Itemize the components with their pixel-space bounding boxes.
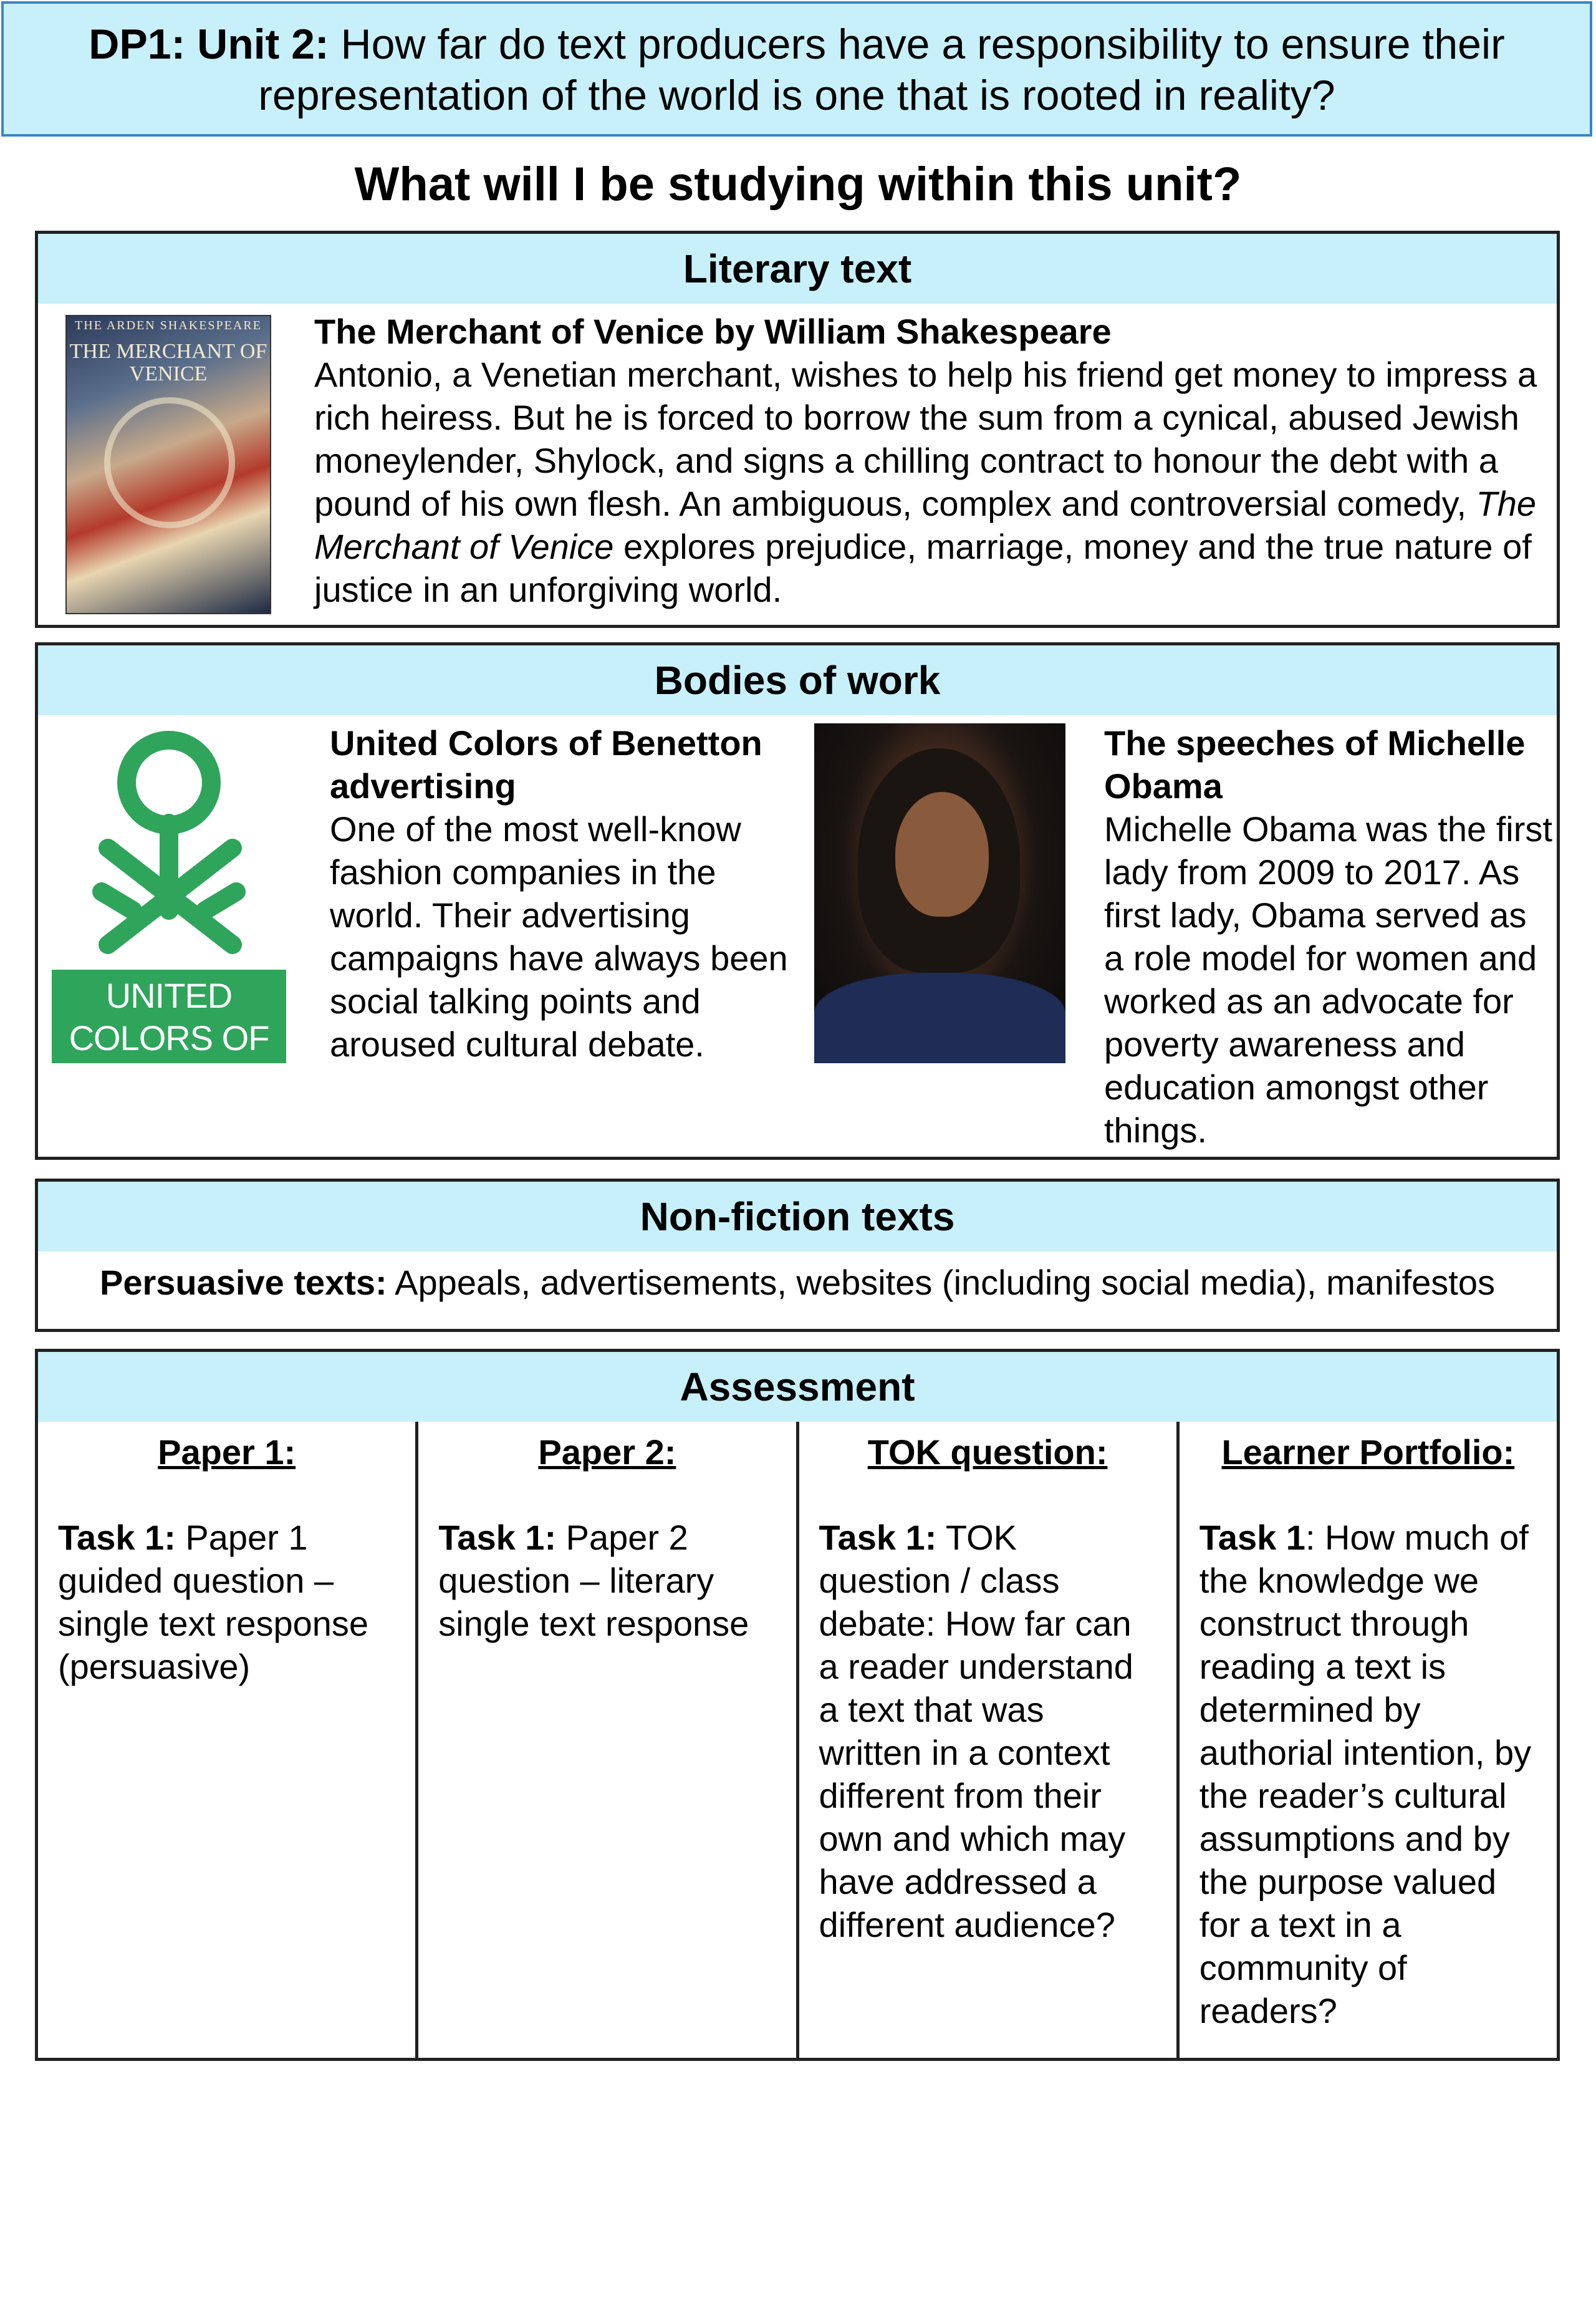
literary-body-2: explores prejudice, marriage, money and the true nature of justice in an unforgiving world. (314, 527, 1532, 609)
benetton-logo-text: UNITED COLORS OF BENETTON. (52, 970, 286, 1063)
column-heading: Paper 1: (158, 1432, 296, 1472)
unit-code: DP1: Unit 2: (89, 21, 329, 68)
nonfiction-text: Appeals, advertisements, websites (including social media), manifestos (387, 1263, 1495, 1302)
assessment-header: Assessment (38, 1352, 1557, 1422)
task-text: Paper 2 question – literary single text response (438, 1518, 749, 1643)
benetton-logo (52, 723, 286, 1100)
task-text: Paper 1 guided question – single text response (persuasive) (58, 1518, 369, 1686)
literary-body-1: Antonio, a Venetian merchant, wishes to help his friend get money to impress a rich heiress. But he is forced to borrow the sum from a cynical, abused Jewish moneylender, Shylock, and signs a chilling contract to honour the debt with a pound of his own flesh. An ambiguous, complex and controversial comedy, (314, 355, 1537, 523)
assessment-column-tok (799, 1422, 1180, 2058)
literary-description (314, 310, 1549, 611)
book-cover-image (65, 315, 271, 614)
literary-body-italic: The Merchant of Venice (314, 484, 1537, 566)
cover-title: THE MERCHANT OF VENICE (69, 340, 267, 385)
column-task (58, 1516, 395, 1688)
column-heading: TOK question: (867, 1432, 1108, 1472)
task-text: TOK question / class debate: How far can a reader understand a text that was written in a context different from their own and which may have addressed a different audience? (819, 1518, 1133, 1944)
task-label: Task 1: (819, 1518, 937, 1557)
column-heading: Paper 2: (538, 1432, 676, 1472)
nonfiction-label: Persuasive texts: (99, 1263, 387, 1302)
nonfiction-header: Non-fiction texts (38, 1182, 1557, 1252)
nonfiction-section (35, 1179, 1560, 1332)
literary-header: Literary text (38, 234, 1557, 304)
task-label: Task 1 (1199, 1518, 1305, 1557)
obama-description (1104, 721, 1553, 1152)
assessment-column-learner-portfolio (1180, 1422, 1557, 2058)
assessment-section (35, 1349, 1560, 2061)
cover-artwork (104, 397, 235, 528)
assessment-column-paper-1 (38, 1422, 418, 2058)
bodies-header: Bodies of work (38, 645, 1557, 715)
column-heading: Learner Portfolio: (1221, 1432, 1515, 1472)
benetton-body: One of the most well-know fashion companies in the world. Their advertising campaigns have always been social talking points and aroused cultural debate. (330, 809, 788, 1064)
literary-text-section (35, 231, 1560, 628)
task-label: Task 1: (438, 1518, 557, 1557)
nonfiction-line (38, 1252, 1557, 1314)
michelle-obama-photo (814, 723, 1065, 1063)
assessment-column-paper-2 (418, 1422, 799, 2058)
column-task (819, 1516, 1156, 1946)
bodies-of-work-section (35, 642, 1560, 1160)
benetton-description (330, 721, 804, 1066)
column-task (438, 1516, 776, 1645)
benetton-knot-icon (52, 723, 286, 970)
obama-body: Michelle Obama was the first lady from 2009 to 2017. As first lady, Obama served as a role model for women and worked as an advocate for poverty awareness and education amongst other things. (1104, 809, 1552, 1150)
cover-series: THE ARDEN SHAKESPEARE (75, 319, 262, 332)
assessment-columns (38, 1422, 1557, 2058)
task-text: : How much of the knowledge we construct through reading a text is determined by authorial intention, by the reader’s cultural assumptions and by the purpose valued for a text in a community of readers? (1199, 1518, 1532, 2030)
unit-question: How far do text producers have a responsibility to ensure their representation of the world is one that is rooted in reality? (258, 21, 1505, 119)
column-task (1199, 1516, 1537, 2032)
unit-banner (1, 1, 1592, 137)
task-label: Task 1: (58, 1518, 176, 1557)
page-subheading: What will I be studying within this unit? (354, 158, 1242, 211)
benetton-title: United Colors of Benetton advertising (330, 723, 762, 806)
obama-title: The speeches of Michelle Obama (1104, 723, 1526, 806)
literary-title: The Merchant of Venice by William Shakespeare (314, 312, 1112, 351)
